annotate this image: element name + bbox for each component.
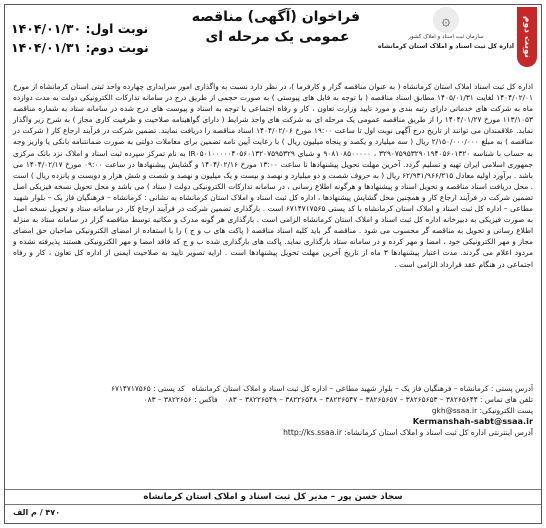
first-turn-date: نوبت اول: ۱۴۰۴/۰۱/۳۰: [11, 21, 149, 36]
email-main-row: [13, 416, 533, 427]
turn-badge-label: نوبت دوم: [522, 16, 532, 58]
notice-header: [5, 5, 541, 69]
reference-number: ۴۷۰ / م الف: [13, 508, 61, 517]
emblem-icon: ۞: [433, 7, 459, 33]
postal-code-value: ۶۷۱۴۷۱۷۵۶۵: [111, 384, 151, 393]
email-alt-link[interactable]: gkh@ssaa.ir: [431, 406, 478, 416]
address-label: آدرس پستی :: [488, 384, 533, 393]
postal-address-row: [13, 383, 533, 394]
phones-label: تلفن های تماس :: [477, 395, 533, 405]
fax-label: فاکس :: [191, 395, 218, 405]
website-row: [13, 427, 533, 438]
publication-dates: [11, 19, 167, 57]
fax-value: ۳۸۲۲۶۵۶ – ۰۸۳: [143, 395, 192, 405]
website-link[interactable]: http://ks.ssaa.ir: [283, 428, 343, 438]
notice-title: [191, 7, 360, 47]
signature-line: سجاد حسن پور – مدیر کل ثبت اسناد و املاک استان کرمانشاه: [5, 489, 541, 505]
phones-row: [13, 394, 533, 405]
postal-code-label: کد پستی :: [150, 384, 185, 393]
notice-body: [13, 81, 533, 270]
website-label: آدرس اینترنتی اداره کل ثبت اسناد و املاک استان کرمانشاه:: [342, 428, 533, 438]
emblem-dept-name: اداره کل ثبت اسناد و املاک استان کرمانشاه: [377, 43, 515, 50]
title-line-1: فراخوان (آگهی) مناقصه: [191, 9, 360, 25]
turn-badge: [517, 7, 537, 67]
email-link[interactable]: Kermanshah-sabt@ssaa.ir: [412, 416, 533, 427]
contact-info: [13, 383, 533, 438]
address-value: کرمانشاه – فرهنگیان فاز یک – بلوار شهید مطاعی – اداره کل ثبت اسناد و املاک استان کرمانشاه: [191, 384, 489, 393]
email-row: [13, 405, 533, 416]
emblem-org-name: سازمان ثبت اسناد و املاک کشور: [408, 34, 484, 40]
title-line-2: عمومی یک مرحله ای: [205, 29, 350, 45]
phones-value: ۳۸۲۶۵۶۴۴ – ۳۸۲۶۵۶۵۳ – ۳۸۲۶۵۶۵۷ – ۳۸۲۲۶۵۴۷ – ۳۸۲۲۶۵۴۸ – ۳۸۲۲۶۵۴۹ – ۰۸۳: [224, 395, 478, 405]
second-turn-date: نوبت دوم: ۱۴۰۴/۰۱/۳۱: [11, 40, 149, 55]
notice-paragraph: اداره کل ثبت اسناد املاک استان کرمانشاه ( به عنوان مناقصه گزار و کارفرما )، در نظر دارد نسبت به واگذاری امور سرایداری چهارده واحد ثبتی استان کرمانشاه از مورخ ۱۴۰۴/۰۲/۰۱ لغایت ۱۴۰۵/۰۱/۳۱ مطابق اسناد مناقصه ( با توجه به فایل های پیوستی ) به صورت حجمی از طریق درج در سامانه تدارکات الکترونیکی دولت به مدت دوازده ماه به شرکت های خدماتی دارای رتبه بندی و مورد تایید وزارت تعاون ، کار و رفاه اجتماعی با توجه به اسناد و پیوست های درج شده در سامانه ستاد به شماره مناقصه ۱۱۳/۱۰۵۳ مورخ ۱۴۰۴/۰۱/۲۷ را از طریق مناقصه عمومی یک مرحله ای به شرکت های واجد شرایط ( دارای گواهینامه صلاحیت و ظرفیت کاری مجاز ) به شرح زیر واگذار نماید. علاقمندان می توانند از تاریخ درج آگهی نوبت اول تا ساعت ۱۹:۰۰ مورخ ۱۴۰۴/۰۲/۰۶ اسناد مناقصه را دریافت نمایند. تضمین شرکت در فرآیند ارجاع کار ( شرکت در مناقصه ) به مبلغ ۲/۱۵۰/۰۰۰/۰۰۰ ریال ( سه میلیارد و یکصد و پنجاه میلیون ریال ) با رعایت آیین نامه تضمین برای معاملات دولتی به صورت ضمانتنامه بانکی یا واریز وجه به حساب با شناسه ۳۲۹۰۷۵۹۵۳۲۹۰۱۹۴۰۵۶۰۱۳۲۰ ، ۹۰۸۱۰۸۵۰۰۰۰۰ و شبای IR۰۵۰۱۰۰۰۰۰۴۰۵۶۰۱۳۲۰۷۵۹۵۳۲۹ به نام تمرکز سپرده ثبت اسناد و املاک نزد بانک مرکزی جمهوری اسلامی ایران تهیه و تسلیم گردد. آخرین مهلت تحویل پیشنهادها تا ساعت ۱۳:۰۰ مورخ ۱۴۰۴/۰۲/۱۶ و گشایش پیشنهادها در ساعت ۰۹:۰۰ مورخ ۱۴۰۴/۰۲/۱۷ می باشد . برآورد اولیه معادل ۶۲/۹۳۱/۹۶۶/۲۱۵ ریال ( به حروف شصت و دو میلیارد و نهصد و بیست و یک میلیون و نهصد و شصت و شش هزار و دویست و پانزده ریال ) است . محل دریافت اسناد مناقصه و تحویل اسناد و پیشنهادها و هرگونه اطلاع رسانی ، در سامانه تدارکات الکترونیکی دولت ( ستاد ) می باشد و محل تحویل نسخه فیزیکی اصل تضمین شرکت در فرآیند ارجاع کار و همچنین محل گشایش پیشنهادها ، اداره کل ثبت اسناد و املاک استان کرمانشاه به نشانی : کرمانشاه – فرهنگیان فاز یک – بلوار شهید مطاعی – اداره کل ثبت اسناد و املاک استان کرمانشاه با کد پستی ۶۷۱۴۷۱۷۵۶۵ است . بارگذاری تضمین شرکت در فرآیند ارجاع کار در سامانه ستاد و تحویل نسخه اصل به صورت فیزیکی به دبیرخانه اداره کل ثبت اسناد و املاک استان کرمانشاه الزامی است . بارگذاری هر گونه مدرک و مکاتبه توسط مناقصه گزار در سامانه ستاد به منزله اطلاع رسانی و تحویل به مناقصه گر محسوب می شود . مناقصه گر باید کلیه اسناد مناقصه ( پاکت های ب و ج ) را با استفاده از امضای الکترونیکی صاحبان حق امضای مجاز و مهر الکترونیکی خود ، امضا و مهر کرده و در سامانه ستاد بارگذاری نماید. پاکت های بارگذاری شده ب و ج که فاقد امضا و مهر الکترونیکی هستند پذیرفته نشده و مردود اعلام می گردند. مدت اعتبار پیشنهادها ۳ ماه از تاریخ آخرین مهلت تحویل پیشنهادها است . ارایه تصویر تایید به صلاحیت ایمنی از اداره کل تعاون ، کار و رفاه اجتماعی در هنگام عقد قرارداد الزامی است .: [13, 82, 534, 269]
email-label: پست الکترونیکی:: [477, 406, 533, 416]
organization-emblem: [377, 7, 515, 65]
notice-frame: [4, 4, 542, 524]
